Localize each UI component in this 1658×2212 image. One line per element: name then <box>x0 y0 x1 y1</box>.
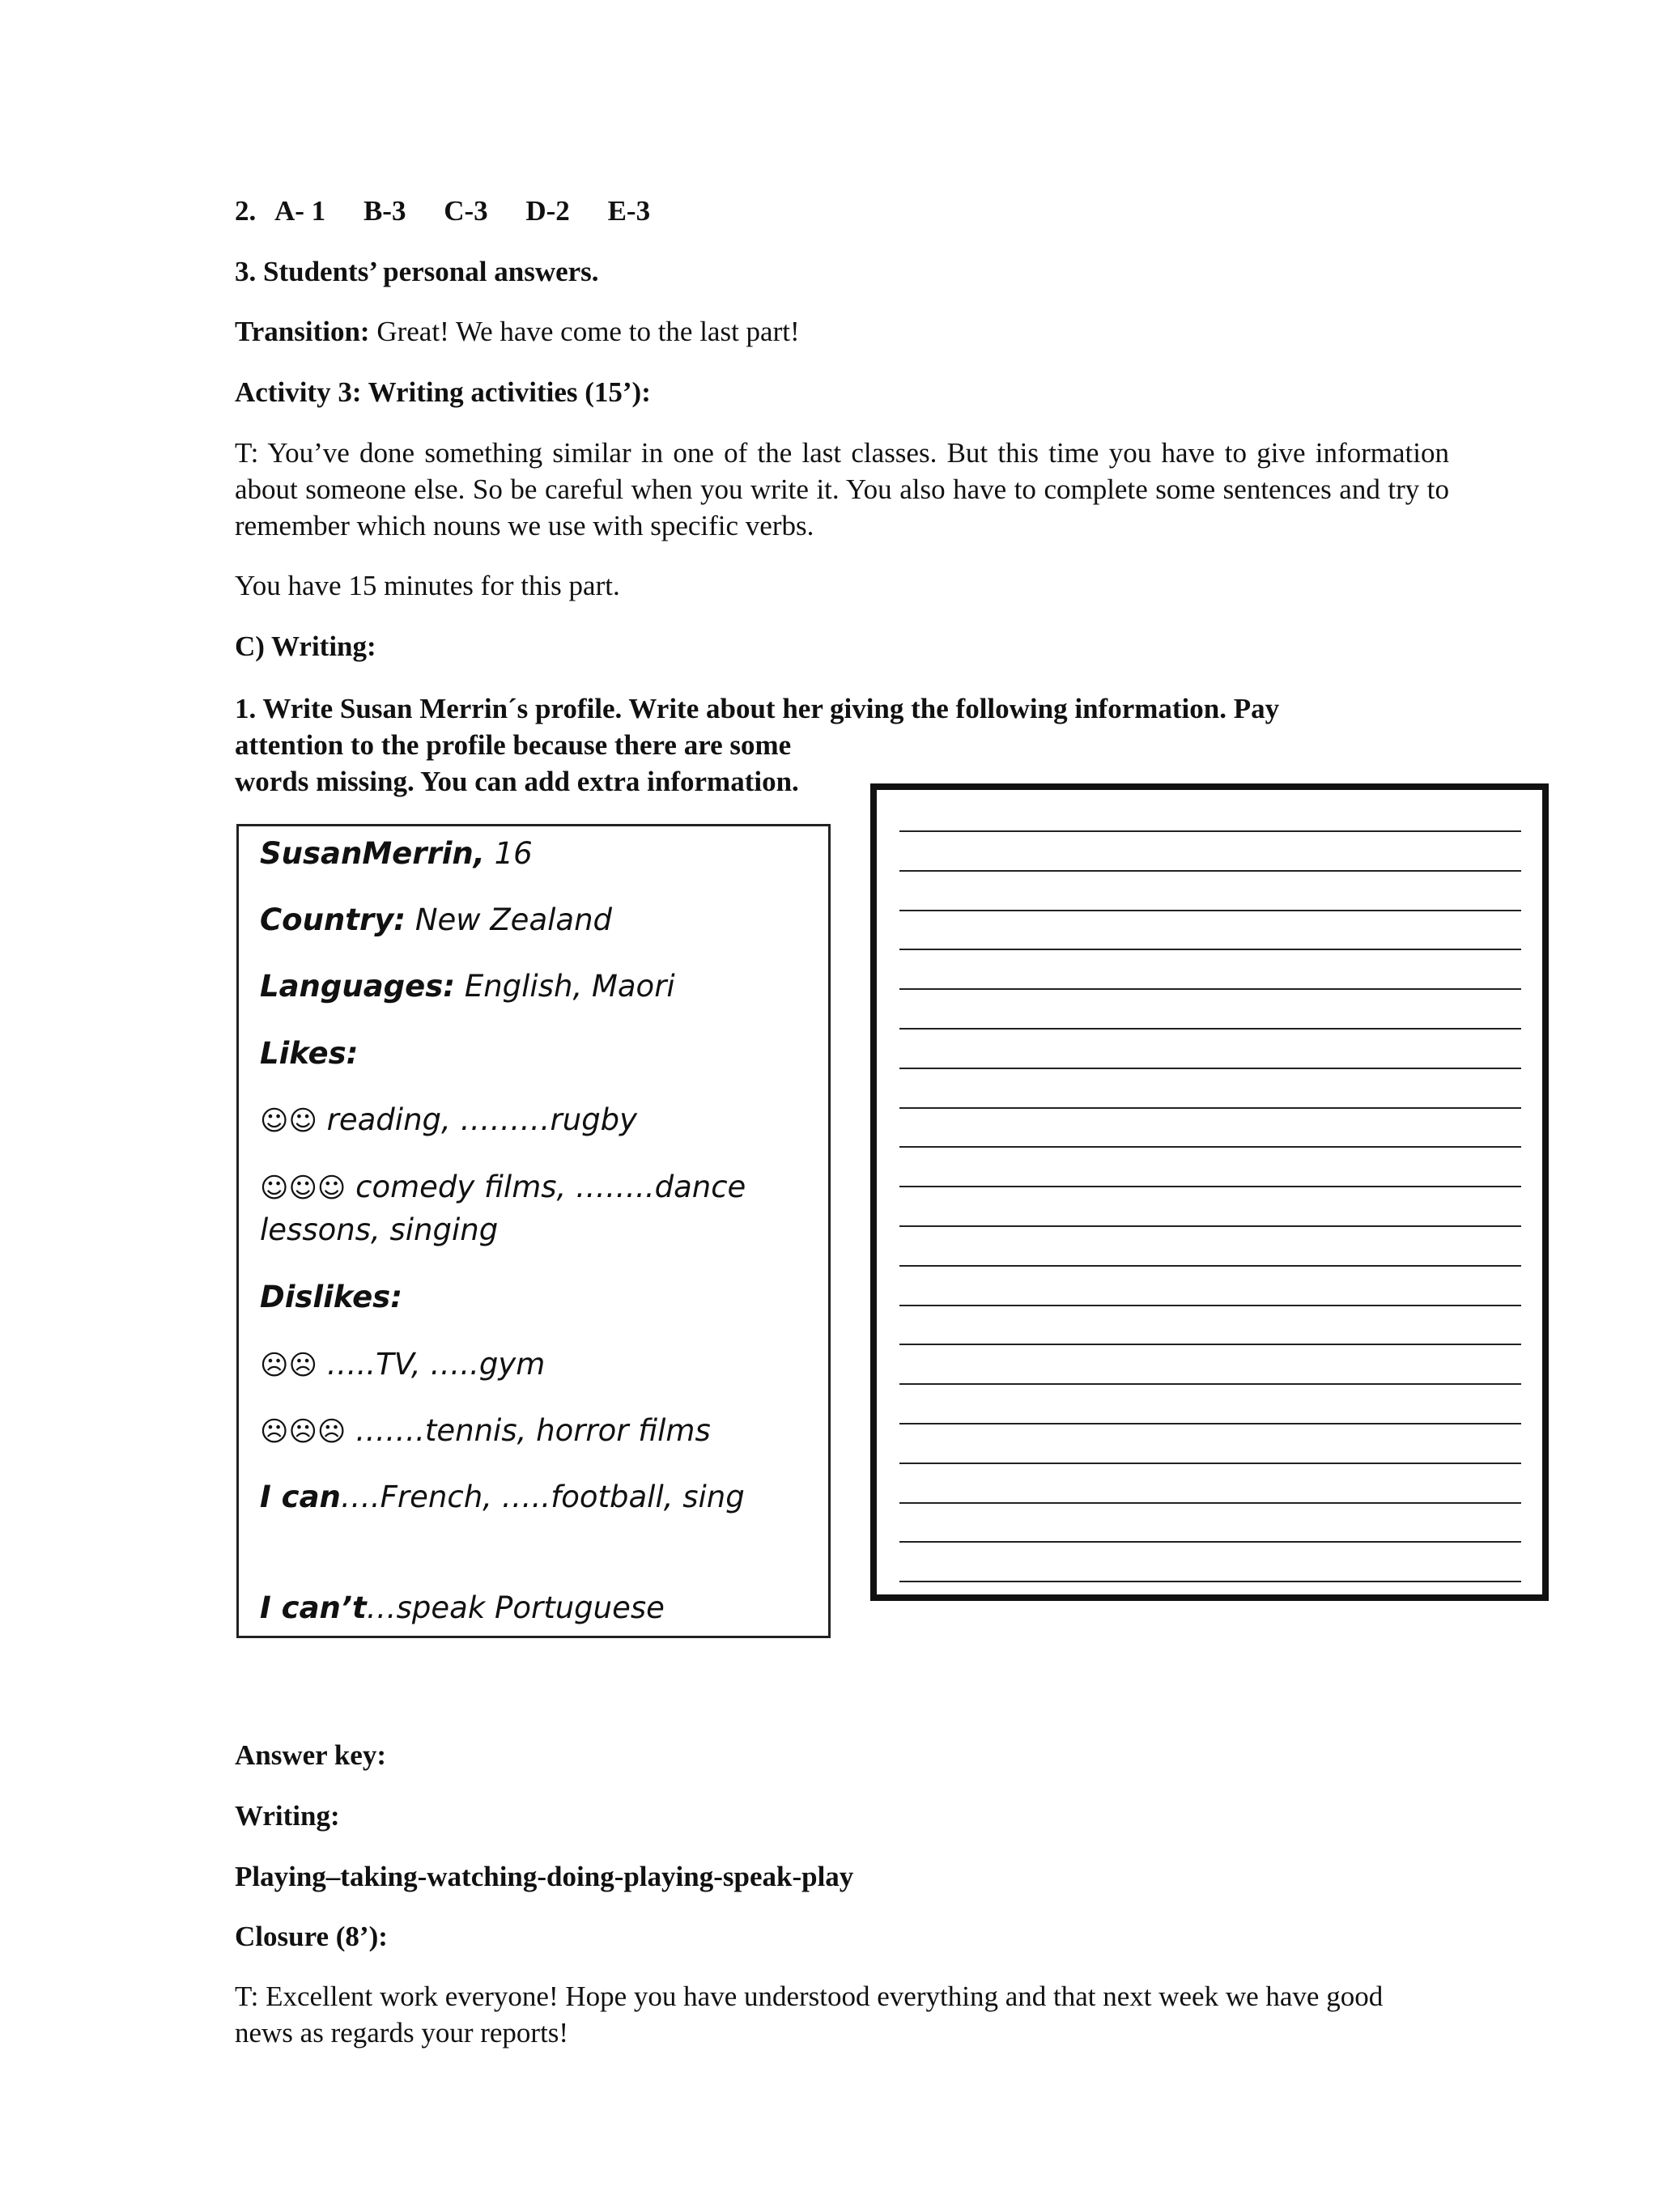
writing-blank-line <box>899 1344 1521 1345</box>
closure-text: T: Excellent work everyone! Hope you have understood everything and that next week we have good news as regards your reports! <box>235 1981 1384 2049</box>
languages-value: English, Maori <box>455 969 675 1004</box>
profile-languages <box>260 966 818 1008</box>
writing-blank-line <box>899 1028 1521 1030</box>
writing-answer-box[interactable] <box>870 783 1549 1601</box>
time-note: You have 15 minutes for this part. <box>235 570 620 601</box>
profile-likes-label <box>260 1033 818 1075</box>
writing-blank-line <box>899 949 1521 950</box>
transition-line <box>235 313 800 350</box>
name-label: SusanMerrin, <box>260 836 485 871</box>
answer-item: D-2 <box>525 195 570 227</box>
writing-blank-line <box>899 1541 1521 1543</box>
frowning-face-icon: ☹☹☹ <box>260 1416 346 1448</box>
dislikes-label: Dislikes: <box>260 1280 402 1314</box>
country-label: Country: <box>260 902 406 937</box>
teacher-instructions: T: You’ve done something similar in one of the last classes. But this time you have to give information about someone else. So be careful when you write it. You also have to complete some sentences and try to remember which nouns we use with specific verbs. <box>235 437 1449 541</box>
dislikes-row-2-text: …….tennis, horror films <box>346 1413 711 1448</box>
frowning-face-icon: ☹☹ <box>260 1349 317 1382</box>
closure-title: Closure (8’): <box>235 1921 388 1952</box>
writing-blank-line <box>899 1463 1521 1464</box>
answers-heading: 2. <box>235 195 257 227</box>
writing-blank-line <box>899 1225 1521 1227</box>
country-value: New Zealand <box>406 902 613 937</box>
answer-item: A- 1 <box>274 195 326 227</box>
can-label: I can <box>260 1480 341 1514</box>
task-1-line-1: 1. Write Susan Merrin´s profile. Write about her giving the following information. Pay <box>235 693 1280 724</box>
likes-label: Likes: <box>260 1036 359 1071</box>
profile-country <box>260 899 818 941</box>
writing-blank-line <box>899 1146 1521 1148</box>
likes-row-1-text: reading, ………rugby <box>317 1102 638 1137</box>
section-c-title: C) Writing: <box>235 630 376 662</box>
answer-item: C-3 <box>444 195 488 227</box>
writing-blank-line <box>899 1186 1521 1187</box>
writing-blank-line <box>899 910 1521 911</box>
writing-blank-line <box>899 1383 1521 1385</box>
answer-key-writing-answers: Playing–taking-watching-doing-playing-speak-play <box>235 1861 854 1892</box>
likes-row-1 <box>260 1099 818 1142</box>
cant-label: I can’t <box>260 1590 367 1625</box>
writing-blank-line <box>899 870 1521 872</box>
writing-blank-line <box>899 1265 1521 1267</box>
name-value: 16 <box>484 836 533 871</box>
profile-name <box>260 833 818 875</box>
profile-card <box>236 824 831 1638</box>
activity-3-title: Activity 3: Writing activities (15’): <box>235 376 651 408</box>
writing-blank-line <box>899 1107 1521 1109</box>
writing-blank-line <box>899 1581 1521 1582</box>
dislikes-row-1-text: …..TV, …..gym <box>317 1347 546 1382</box>
writing-blank-line <box>899 1305 1521 1306</box>
languages-label: Languages: <box>260 969 456 1004</box>
profile-can <box>260 1476 818 1518</box>
profile-dislikes-label <box>260 1276 818 1318</box>
profile-cant <box>260 1587 818 1629</box>
cant-value: …speak Portuguese <box>366 1590 665 1625</box>
writing-blank-line <box>899 1502 1521 1504</box>
dislikes-row-1 <box>260 1344 818 1386</box>
answer-key-title: Answer key: <box>235 1739 386 1771</box>
transition-label: Transition: <box>235 316 370 347</box>
likes-row-2-text: comedy films, ……..dance lessons, singing <box>260 1170 746 1247</box>
item-3: 3. Students’ personal answers. <box>235 256 599 287</box>
dislikes-row-2 <box>260 1410 818 1453</box>
answer-item: E-3 <box>607 195 651 227</box>
writing-blank-line <box>899 1068 1521 1069</box>
smiley-face-icon: ☺☺ <box>260 1105 317 1137</box>
writing-blank-line <box>899 830 1521 832</box>
can-value: ….French, …..football, sing <box>340 1480 745 1514</box>
task-1-line-2: attention to the profile because there are some <box>235 729 792 761</box>
smiley-face-icon: ☺☺☺ <box>260 1172 346 1204</box>
answer-key-writing-label: Writing: <box>235 1800 340 1832</box>
answer-item: B-3 <box>363 195 406 227</box>
likes-row-2 <box>260 1166 818 1251</box>
task-1-line-3: words missing. You can add extra information. <box>235 766 799 797</box>
writing-blank-line <box>899 988 1521 990</box>
answers-row <box>235 193 650 229</box>
transition-text: Great! We have come to the last part! <box>369 316 800 347</box>
writing-blank-line <box>899 1423 1521 1424</box>
